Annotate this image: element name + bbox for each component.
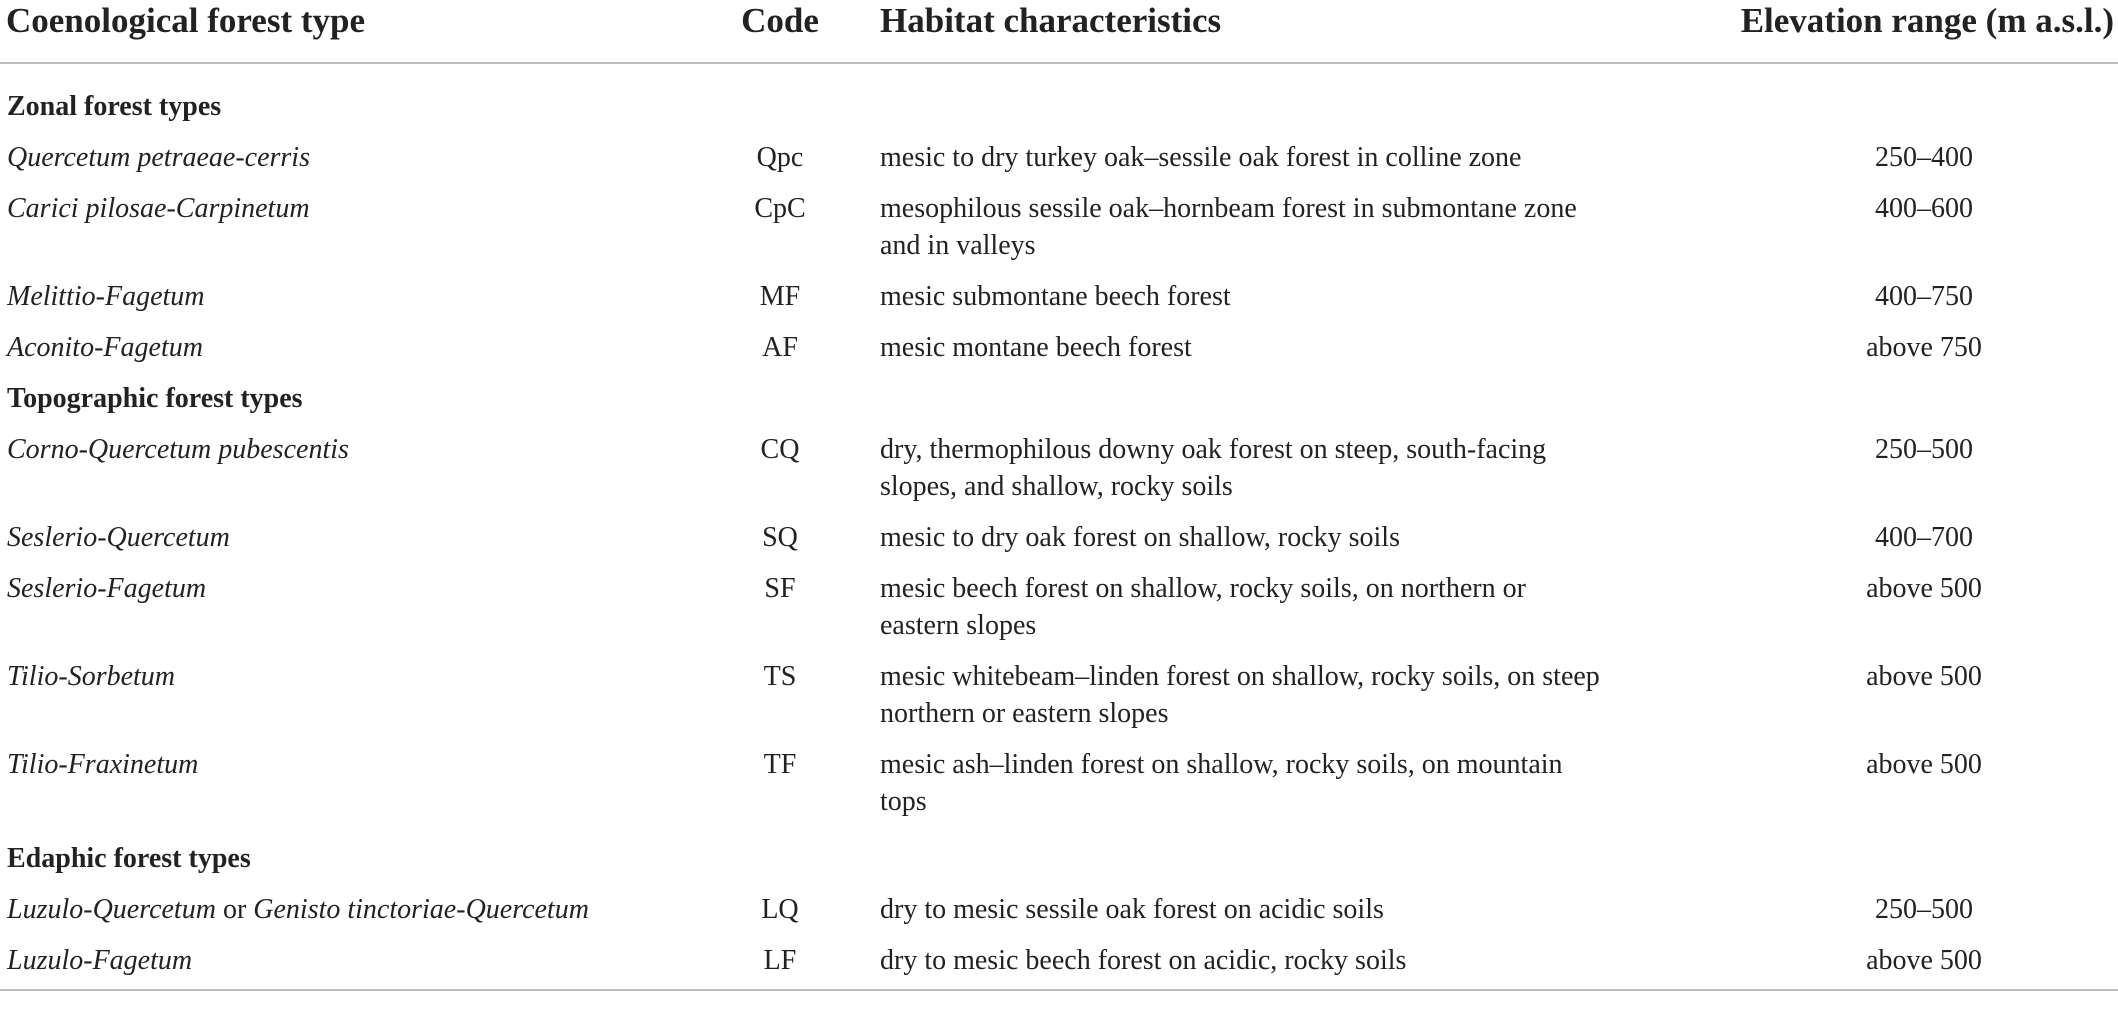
habitat-line-1: dry to mesic sessile oak forest on acidic soils xyxy=(880,894,1384,925)
habitat-line-1: dry, thermophilous downy oak forest on steep, south-facing xyxy=(880,434,1547,465)
forest-type-cell xyxy=(0,877,680,928)
column-header-habitat: Habitat characteristics xyxy=(880,0,1660,63)
forest-type-name-a: Luzulo-Quercetum xyxy=(7,894,216,925)
habitat-line-1: mesic to dry turkey oak–sessile oak forest in colline zone xyxy=(880,142,1522,173)
forest-type-cell: Quercetum petraeae-cerris xyxy=(7,142,310,173)
code-cell: LF xyxy=(680,928,880,990)
code-cell: AF xyxy=(762,332,798,363)
forest-type-cell: Melittio-Fagetum xyxy=(7,281,205,312)
code-cell: Qpc xyxy=(756,142,804,173)
table-row xyxy=(0,877,2118,928)
forest-type-cell: Tilio-Sorbetum xyxy=(7,661,176,692)
habitat-cell xyxy=(880,732,1660,820)
habitat-line-1: mesic to dry oak forest on shallow, rocky soils xyxy=(880,522,1400,553)
forest-type-cell: Luzulo-Fagetum xyxy=(0,928,680,990)
group-label-topographic: Topographic forest types xyxy=(7,383,303,414)
forest-type-cell: Seslerio-Fagetum xyxy=(7,573,207,604)
code-cell: SF xyxy=(764,573,796,604)
habitat-line-2: northern or eastern slopes xyxy=(880,698,1169,729)
habitat-line-1: mesophilous sessile oak–hornbeam forest in submontane zone xyxy=(880,193,1577,224)
elevation-cell: above 500 xyxy=(1866,661,1982,692)
table-row xyxy=(0,176,2118,264)
code-cell: CQ xyxy=(760,434,800,465)
habitat-line-2: eastern slopes xyxy=(880,610,1037,641)
group-row-edaphic xyxy=(0,820,2118,877)
column-header-forest-type: Coenological forest type xyxy=(0,0,680,63)
habitat-cell xyxy=(880,315,1660,366)
elevation-cell: above 500 xyxy=(1866,749,1982,780)
table-row xyxy=(0,264,2118,315)
habitat-line-1: mesic submontane beech forest xyxy=(880,281,1231,312)
elevation-cell: 250–400 xyxy=(1875,142,1973,173)
elevation-cell: above 500 xyxy=(1866,573,1982,604)
habitat-line-1: mesic whitebeam–linden forest on shallow, rocky soils, on steep xyxy=(880,661,1600,692)
table-row xyxy=(0,315,2118,366)
table-row xyxy=(0,644,2118,732)
forest-type-cell: Seslerio-Quercetum xyxy=(7,522,230,553)
column-header-elevation: Elevation range (m a.s.l.) xyxy=(1660,0,2118,63)
table-row xyxy=(0,417,2118,505)
habitat-line-1: mesic montane beech forest xyxy=(880,332,1192,363)
forest-type-cell: Carici pilosae-Carpinetum xyxy=(7,193,310,224)
table-row xyxy=(0,125,2118,176)
habitat-line-1: mesic ash–linden forest on shallow, rocky soils, on mountain xyxy=(880,749,1563,780)
habitat-line-1: mesic beech forest on shallow, rocky soils, on northern or xyxy=(880,573,1526,604)
elevation-cell: above 750 xyxy=(1866,332,1982,363)
code-cell: TS xyxy=(763,661,797,692)
forest-type-cell: Tilio-Fraxinetum xyxy=(7,749,199,780)
habitat-cell xyxy=(880,264,1660,315)
habitat-cell xyxy=(880,928,1660,990)
code-cell: CpC xyxy=(754,193,806,224)
group-row-zonal xyxy=(0,63,2118,125)
habitat-cell xyxy=(880,417,1660,505)
elevation-cell: 250–500 xyxy=(1875,894,1973,925)
habitat-line-2: tops xyxy=(880,786,927,817)
group-row-topographic xyxy=(0,366,2118,417)
code-cell: SQ xyxy=(762,522,798,553)
group-label-zonal: Zonal forest types xyxy=(7,91,222,122)
forest-type-or: or xyxy=(215,894,254,925)
forest-type-name-b: Genisto tinctoriae-Quercetum xyxy=(253,894,589,925)
code-cell: LQ xyxy=(761,894,799,925)
elevation-cell: 400–700 xyxy=(1875,522,1973,553)
habitat-cell xyxy=(880,505,1660,556)
habitat-cell xyxy=(880,877,1660,928)
habitat-line-2: and in valleys xyxy=(880,230,1036,261)
table-row xyxy=(0,928,2118,990)
code-cell: MF xyxy=(759,281,801,312)
table-body xyxy=(0,63,2118,990)
code-cell: TF xyxy=(763,749,797,780)
habitat-cell xyxy=(880,176,1660,264)
elevation-cell: 400–750 xyxy=(1875,281,1973,312)
forest-type-cell: Aconito-Fagetum xyxy=(7,332,203,363)
elevation-cell: 400–600 xyxy=(1875,193,1973,224)
habitat-cell xyxy=(880,125,1660,176)
forest-type-cell: Corno-Quercetum pubescentis xyxy=(7,434,349,465)
header-row xyxy=(0,0,2118,63)
elevation-cell: 250–500 xyxy=(1875,434,1973,465)
habitat-line-1: dry to mesic beech forest on acidic, rocky soils xyxy=(880,945,1407,976)
group-label-edaphic: Edaphic forest types xyxy=(7,843,251,874)
elevation-cell: above 500 xyxy=(1660,928,2118,990)
column-header-code: Code xyxy=(680,0,880,63)
table-row xyxy=(0,505,2118,556)
table-row xyxy=(0,732,2118,820)
habitat-line-2: slopes, and shallow, rocky soils xyxy=(880,471,1233,502)
table-row xyxy=(0,556,2118,644)
habitat-cell xyxy=(880,644,1660,732)
table-header xyxy=(0,0,2118,63)
habitat-cell xyxy=(880,556,1660,644)
